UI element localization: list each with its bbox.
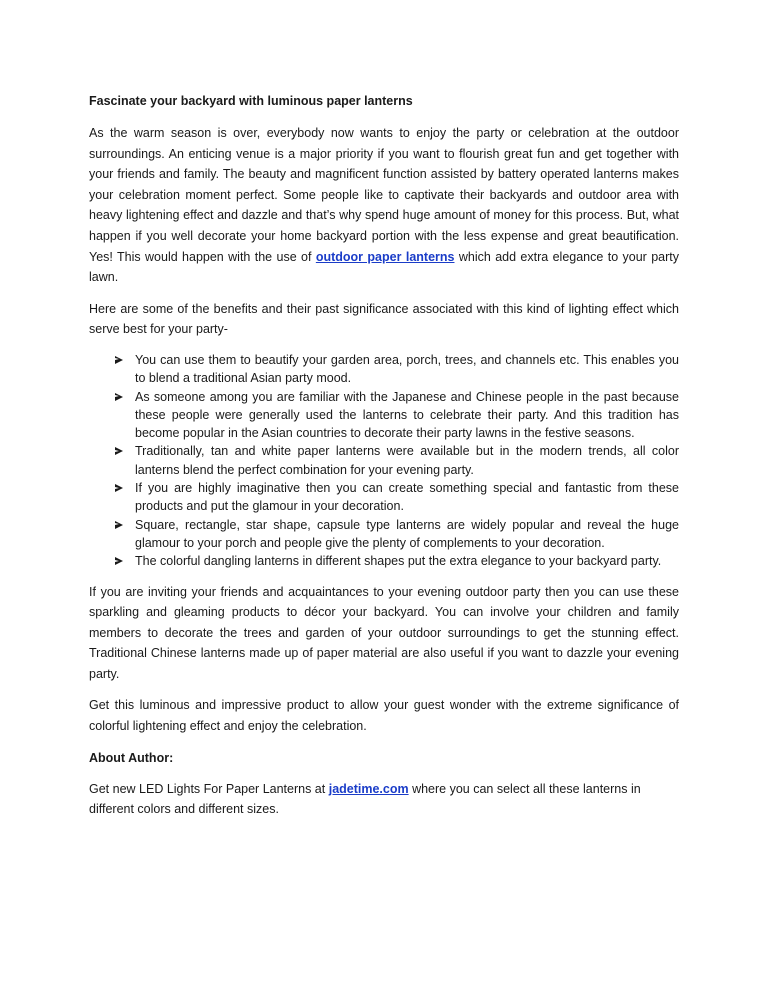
list-item-text: You can use them to beautify your garden area, porch, trees, and channels etc. This enables you to blend a traditional Asian party mood. xyxy=(135,352,679,386)
list-item xyxy=(135,516,679,553)
invite-paragraph: If you are inviting your friends and acquaintances to your evening outdoor party then you can use these sparkling and gleaming products to décor your backyard. You can involve your children and family members to decorate the trees and garden of your outdoor surroundings to get the stunning effect. Traditional Chinese lanterns made up of paper material are also useful if you want to dazzle your evening party. xyxy=(89,584,679,681)
author-text: Get new LED Lights For Paper Lanterns at xyxy=(89,781,329,796)
arrow-bullet-icon xyxy=(115,557,123,565)
benefits-list xyxy=(89,351,679,571)
list-item xyxy=(135,479,679,516)
about-author-heading: About Author: xyxy=(89,750,174,765)
list-item-text: As someone among you are familiar with the Japanese and Chinese people in the past because these people were generally used the lanterns to celebrate their party. And this tradition has become popular in the Asian countries to decorate their party lawns in the festive seasons. xyxy=(135,389,679,441)
author-paragraph xyxy=(89,779,679,820)
list-item-text: Traditionally, tan and white paper lanterns were available but in the modern trends, all color lanterns blend the perfect combination for your evening party. xyxy=(135,444,679,477)
list-item xyxy=(135,388,679,443)
arrow-bullet-icon xyxy=(115,521,123,529)
document-title: Fascinate your backyard with luminous paper lanterns xyxy=(89,94,413,108)
list-item-text: If you are highly imaginative then you can create something special and fantastic from these products and put the glamour in your decoration. xyxy=(135,481,679,514)
intro-text: As the warm season is over, everybody now wants to enjoy the party or celebration at the outdoor surroundings. An enticing venue is a major priority if you want to flourish great fun and get together with your friends and family. The beauty and magnificent function assisted by battery operated lanterns makes your celebration moment perfect. Some people like to captivate their backyards and outdoor area with heavy lightening effect and dazzle and that’s why spend huge amount of money for this process. But, what happen if you well decorate your home backyard portion with the less expense and great beautification. Yes! This would happen with the use of xyxy=(89,126,679,264)
arrow-bullet-icon xyxy=(115,447,123,455)
author-text-end: where you can select all these lanterns in different colors and different sizes. xyxy=(89,781,641,817)
get-product-paragraph: Get this luminous and impressive product to allow your guest wonder with the extreme significance of colorful lightening effect and enjoy the celebration. xyxy=(89,698,679,734)
list-item-text: The colorful dangling lanterns in different shapes put the extra elegance to your backyard party. xyxy=(135,554,662,569)
jadetime-link[interactable]: jadetime.com xyxy=(328,781,409,796)
list-item xyxy=(135,442,679,479)
arrow-bullet-icon xyxy=(115,484,123,492)
benefits-intro-paragraph: Here are some of the benefits and their past significance associated with this kind of lighting effect which serve best for your party- xyxy=(89,301,679,337)
outdoor-paper-lanterns-link[interactable]: outdoor paper lanterns xyxy=(315,249,455,264)
document-page xyxy=(89,92,679,831)
arrow-bullet-icon xyxy=(115,356,123,364)
list-item-text: Square, rectangle, star shape, capsule type lanterns are widely popular and reveal the huge glamour to your porch and people give the plenty of complements to your decoration. xyxy=(135,517,679,550)
intro-paragraph xyxy=(89,123,679,288)
intro-text-end: which add extra elegance to your party lawn. xyxy=(89,249,680,285)
list-item xyxy=(135,351,679,388)
list-item xyxy=(135,552,679,570)
arrow-bullet-icon xyxy=(115,393,123,401)
